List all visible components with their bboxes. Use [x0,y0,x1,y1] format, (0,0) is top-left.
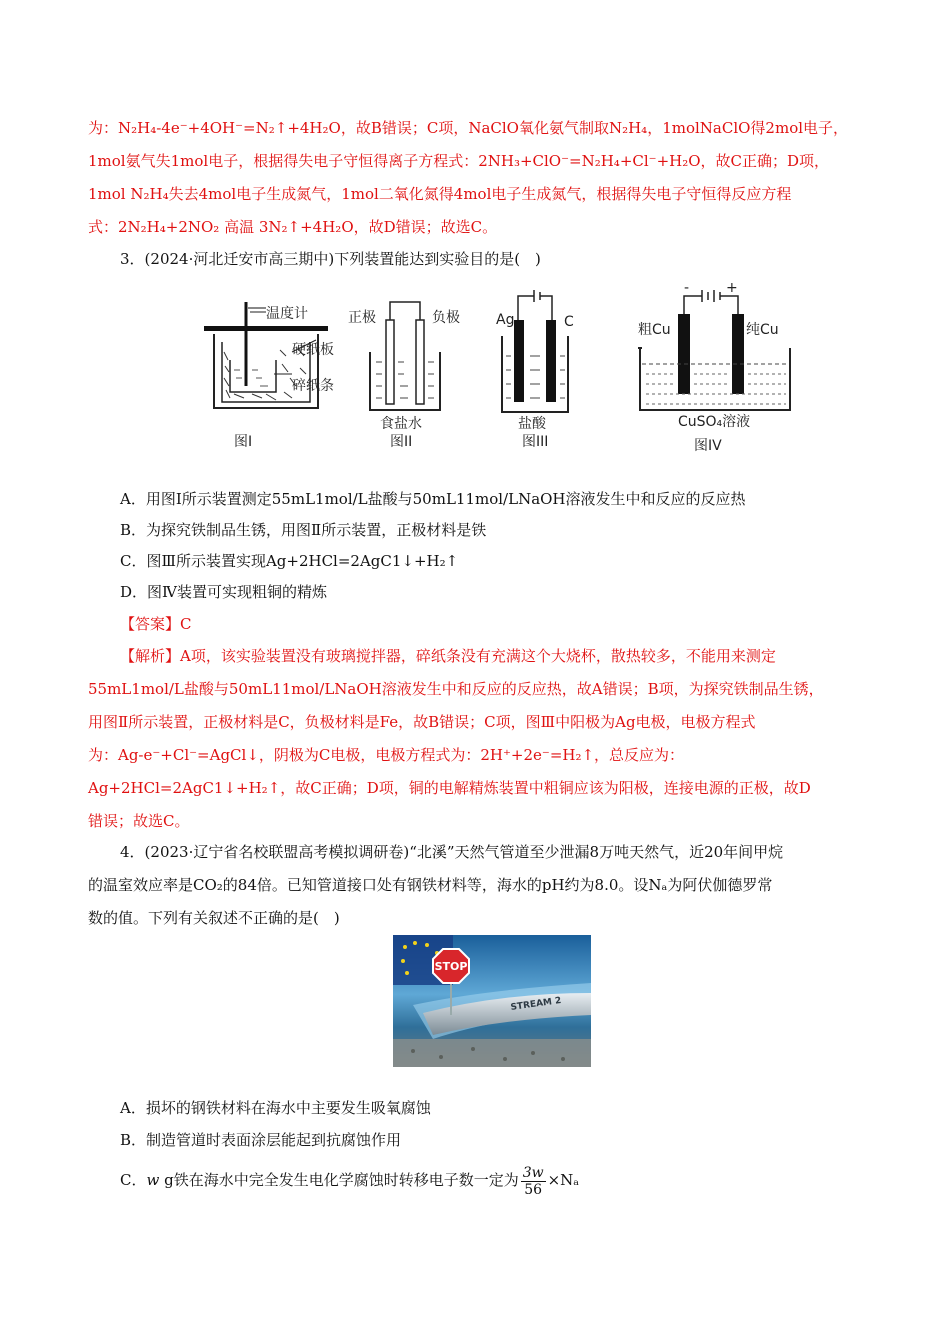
label-fig1: 图I [234,434,253,450]
label-negative: 负极 [432,310,460,326]
figure-2-electrodes [348,302,460,450]
figure-3-ag-c [496,290,574,450]
question-3-stem: 3．(2024·河北迁安市高三期中)下列装置能达到实验目的是( ) [120,250,541,268]
label-hcl: 盐酸 [518,416,546,432]
label-fig4: 图IV [694,438,722,454]
q4-option-c [120,1158,579,1202]
q4-option-c-prefix: C． [120,1171,147,1189]
label-brine: 食盐水 [380,416,422,432]
figure-1-calorimeter [204,302,334,450]
q3-analysis-line: 用图Ⅱ所示装置，正极材料是C，负极材料是Fe，故B错误；C项，图Ⅲ中阳极为Ag电极，电极方程式 [88,713,756,731]
figure-4-electrolysis [638,282,790,454]
question-4-stem: 数的值。下列有关叙述不正确的是( ) [88,909,340,927]
q3-answer: 【答案】C [120,615,192,633]
analysis-line: 为：N₂H₄-4e⁻+4OH⁻=N₂↑+4H₂O，故B错误；C项，NaClO氧化氨气制取N₂H₄，1molNaClO得2mol电子， [88,119,849,137]
label-pure-cu: 纯Cu [746,322,779,338]
label-paper-strips: 碎纸条 [292,378,334,394]
q3-option-b: B．为探究铁制品生锈，用图Ⅱ所示装置，正极材料是铁 [120,521,487,539]
label-plus: + [726,282,738,296]
label-fig3: 图III [522,434,549,450]
q4-option-a: A．损坏的钢铁材料在海水中主要发生吸氧腐蚀 [120,1099,431,1117]
label-c: C [564,314,574,330]
pipe-text: STREAM 2 [510,995,562,1013]
stop-text: STOP [434,960,468,973]
label-ag: Ag [496,312,515,328]
q3-option-a: A．用图Ⅰ所示装置测定55mL1mol/L盐酸与50mL11mol/LNaOH溶液发生中和反应的反应热 [120,490,746,508]
q4-option-c-suffix: ×Nₐ [547,1171,580,1189]
analysis-line: 式：2N₂H₄+2NO₂ 高温 3N₂↑+4H₂O，故D错误；故选C。 [88,218,498,236]
q3-option-d: D．图Ⅳ装置可实现粗铜的精炼 [120,583,328,601]
q3-analysis-line: 为：Ag-e⁻+Cl⁻=AgCl↓，阴极为C电极，电极方程式为：2H⁺+2e⁻=H₂↑，总反应为： [88,746,685,764]
fraction [521,1165,546,1198]
q4-option-b: B．制造管道时表面涂层能起到抗腐蚀作用 [120,1131,402,1149]
nord-stream-photo [393,935,591,1067]
analysis-line: 1mol N₂H₄失去4mol电子生成氮气，1mol二氧化氮得4mol电子生成氮气，根据得失电子守恒得反应方程 [88,185,792,203]
label-cardboard: 硬纸板 [292,342,334,358]
q3-analysis-line: 55mL1mol/L盐酸与50mL11mol/LNaOH溶液发生中和反应的反应热，故A错误；B项，为探究铁制品生锈， [88,680,824,698]
q3-analysis-line: Ag+2HCl=2AgC1↓+H₂↑，故C正确；D项，铜的电解精炼装置中粗铜应该为阳极，连接电源的正极，故D [88,779,811,797]
q4-option-c-var: w [146,1171,160,1189]
analysis-line: 1mol氨气失1mol电子，根据得失电子守恒得离子方程式：2NH₃+ClO⁻=N₂H₄+Cl⁻+H₂O，故C正确；D项， [88,152,830,170]
label-crude-cu: 粗Cu [638,322,671,338]
question-4-stem: 4．(2023·辽宁省名校联盟高考模拟调研卷)“北溪”天然气管道至少泄漏8万吨天然气，近20年间甲烷 [120,843,784,861]
q3-apparatus-figure [200,282,800,462]
label-fig2: 图II [390,434,413,450]
question-4-stem: 的温室效应率是CO₂的84倍。已知管道接口处有钢铁材料等，海水的pH约为8.0。设Nₐ为阿伏伽德罗常 [88,876,773,894]
label-thermometer: 温度计 [266,306,308,322]
fraction-numerator: 3w [522,1164,544,1181]
label-minus: - [684,282,690,296]
fraction-denominator: 56 [524,1181,543,1198]
q3-analysis-line: 错误；故选C。 [88,812,190,830]
q4-option-c-text: g铁在海水中完全发生电化学腐蚀时转移电子数一定为 [159,1171,519,1189]
q3-option-c: C．图Ⅲ所示装置实现Ag+2HCl=2AgC1↓+H₂↑ [120,552,459,570]
q3-analysis-line: 【解析】A项，该实验装置没有玻璃搅拌器，碎纸条没有充满这个大烧杯，散热较多，不能用来测定 [120,647,776,665]
label-positive: 正极 [348,310,376,326]
label-cuso4: CuSO₄溶液 [678,414,751,430]
